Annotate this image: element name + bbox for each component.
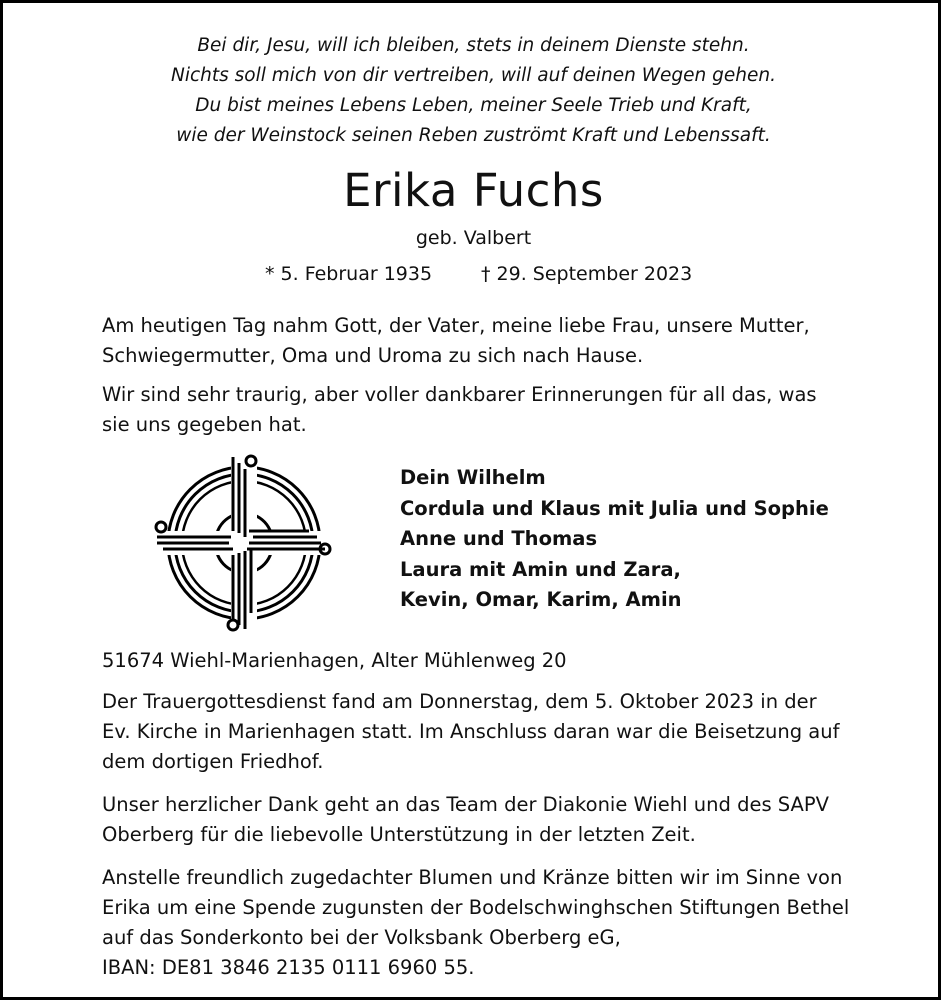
text-line: Unser herzlicher Dank geht an das Team der Diakonie Wiehl und des SAPV xyxy=(102,793,829,816)
text-line: Schwiegermutter, Oma und Uroma zu sich nach Hause. xyxy=(102,344,644,367)
iban-line: IBAN: DE81 3846 2135 0111 6960 55. xyxy=(102,956,475,979)
birth-name: geb. Valbert xyxy=(415,227,532,249)
gratitude-paragraph xyxy=(102,380,862,440)
signer: Laura mit Amin und Zara, xyxy=(400,557,681,581)
verse-line: Du bist meines Lebens Leben, meiner Seele Trieb und Kraft, xyxy=(195,95,752,116)
text-line: auf das Sonderkonto bei der Volksbank Oberberg eG, xyxy=(102,926,621,949)
death-date: † 29. September 2023 xyxy=(481,263,693,285)
text-line: Anstelle freundlich zugedachter Blumen und Kränze bitten wir im Sinne von xyxy=(102,866,843,889)
text-line: Der Trauergottesdienst fand am Donnerstag, dem 5. Oktober 2023 in der xyxy=(102,690,817,713)
verse-line: wie der Weinstock seinen Reben zuströmt Kraft und Lebenssaft. xyxy=(176,125,771,146)
bible-verse xyxy=(3,31,941,151)
text-line: Erika um eine Spende zugunsten der Bodelschwinghschen Stiftungen Bethel xyxy=(102,896,850,919)
signers-list xyxy=(400,463,829,616)
text-line: Ev. Kirche in Marienhagen statt. Im Anschluss daran war die Beisetzung auf xyxy=(102,720,840,743)
signer: Kevin, Omar, Karim, Amin xyxy=(400,588,682,611)
deceased-name: Erika Fuchs xyxy=(343,164,604,217)
signer: Anne und Thomas xyxy=(400,527,598,550)
verse-line: Bei dir, Jesu, will ich bleiben, stets in deinem Dienste stehn. xyxy=(197,35,750,56)
signer: Cordula und Klaus mit Julia und Sophie xyxy=(400,496,829,520)
text-line: Am heutigen Tag nahm Gott, der Vater, meine liebe Frau, unsere Mutter, xyxy=(102,314,810,337)
birth-date: * 5. Februar 1935 xyxy=(265,263,433,285)
thanks-paragraph xyxy=(102,790,862,850)
verse-line: Nichts soll mich von dir vertreiben, will auf deinen Wegen gehen. xyxy=(171,65,776,86)
announcement-paragraph xyxy=(102,311,862,371)
service-paragraph xyxy=(102,687,862,777)
text-line: Wir sind sehr traurig, aber voller dankbarer Erinnerungen für all das, was xyxy=(102,383,817,406)
signer: Dein Wilhelm xyxy=(400,466,546,489)
text-line: sie uns gegeben hat. xyxy=(102,413,307,436)
text-line: 51674 Wiehl-Marienhagen, Alter Mühlenweg 20 xyxy=(102,649,567,672)
donation-paragraph xyxy=(102,863,862,983)
text-line: dem dortigen Friedhof. xyxy=(102,750,324,773)
address-line xyxy=(102,646,862,676)
text-line: Oberberg für die liebevolle Unterstützung in der letzten Zeit. xyxy=(102,823,696,846)
cross-in-circle-icon xyxy=(149,453,335,633)
